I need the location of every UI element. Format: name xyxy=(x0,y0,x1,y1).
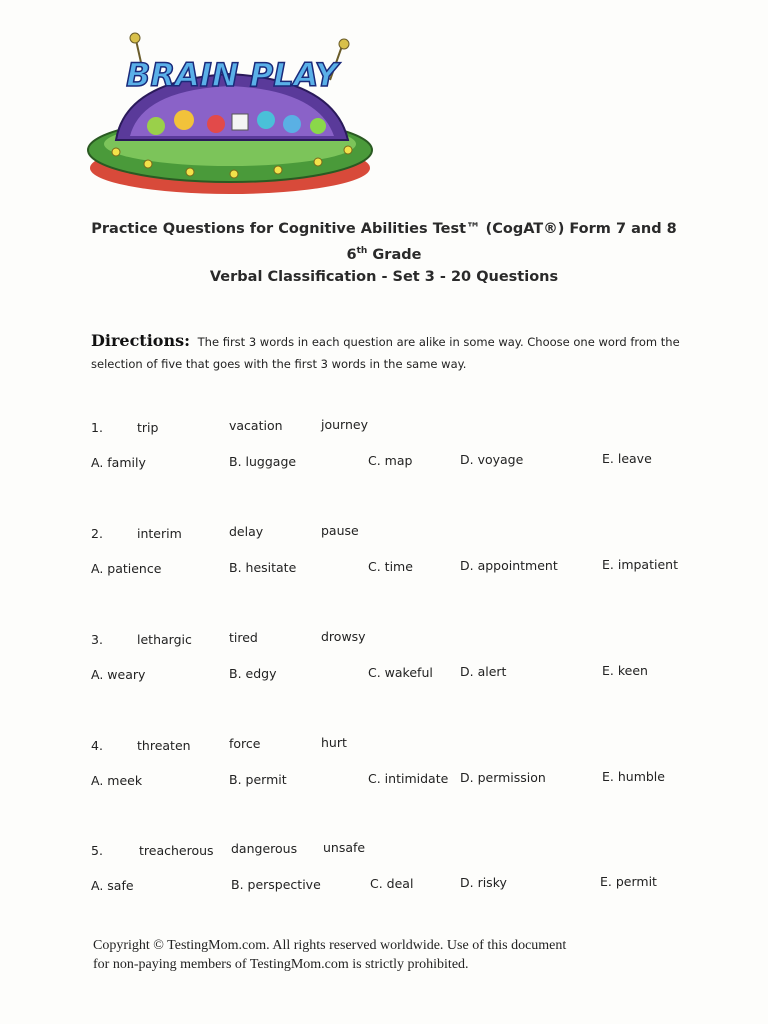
grade-suffix: th xyxy=(356,246,368,256)
copyright-line-1: Copyright © TestingMom.com. All rights reserved worldwide. Use of this document xyxy=(93,938,567,953)
question-2 xyxy=(0,523,768,586)
option-c: C. wakeful xyxy=(368,665,433,680)
title-line-1: Practice Questions for Cognitive Abilities Test™ (CogAT®) Form 7 and 8 xyxy=(91,221,677,237)
stem-word: force xyxy=(229,736,261,751)
logo-text: BRAIN PLAY xyxy=(126,56,338,94)
grade-word: Grade xyxy=(367,246,422,263)
question-number: 4. xyxy=(91,738,103,753)
stem-word: delay xyxy=(229,524,264,539)
option-e: E. impatient xyxy=(602,557,678,572)
copyright-notice xyxy=(93,936,653,974)
option-c: C. deal xyxy=(370,876,414,891)
option-d: D. risky xyxy=(460,875,507,890)
stem-word: trip xyxy=(137,420,159,435)
stem-word: hurt xyxy=(321,735,347,750)
option-d: D. alert xyxy=(460,664,507,679)
option-b: B. edgy xyxy=(229,666,277,681)
directions xyxy=(91,330,691,375)
option-d: D. voyage xyxy=(460,452,524,467)
grade-number: 6 xyxy=(346,246,357,263)
stem-word: unsafe xyxy=(323,840,366,855)
option-a: A. patience xyxy=(91,561,162,576)
question-5 xyxy=(0,840,768,903)
option-b: B. luggage xyxy=(229,454,297,469)
question-1 xyxy=(0,417,768,480)
option-e: E. leave xyxy=(602,451,652,466)
question-number: 1. xyxy=(91,420,103,435)
title-line-3: Verbal Classification - Set 3 - 20 Questions xyxy=(209,268,559,285)
question-3 xyxy=(0,629,768,692)
option-c: C. intimidate xyxy=(368,771,449,786)
brain-play-logo xyxy=(86,28,386,198)
title-block xyxy=(0,218,768,288)
option-b: B. hesitate xyxy=(229,560,297,575)
stem-word: drowsy xyxy=(321,629,366,644)
question-number: 5. xyxy=(91,843,103,858)
option-c: C. time xyxy=(368,559,413,574)
stem-word: interim xyxy=(137,526,182,541)
option-c: C. map xyxy=(368,453,413,468)
copyright-line-2: for non-paying members of TestingMom.com is strictly prohibited. xyxy=(93,957,469,972)
question-number: 2. xyxy=(91,526,103,541)
option-a: A. safe xyxy=(91,878,134,893)
stem-word: pause xyxy=(321,523,359,538)
stem-word: dangerous xyxy=(231,841,298,856)
option-d: D. permission xyxy=(460,770,546,785)
question-number: 3. xyxy=(91,632,103,647)
stem-word: treacherous xyxy=(139,843,214,858)
question-4 xyxy=(0,735,768,798)
option-e: E. keen xyxy=(602,663,648,678)
directions-text: The first 3 words in each question are alike in some way. Choose one word from the selection of five that goes with the first 3 words in the same way. xyxy=(91,335,680,371)
stem-word: journey xyxy=(321,417,368,432)
option-a: A. meek xyxy=(91,773,143,788)
option-a: A. weary xyxy=(91,667,146,682)
option-d: D. appointment xyxy=(460,558,558,573)
stem-word: tired xyxy=(229,630,258,645)
directions-label: Directions: xyxy=(91,331,190,350)
stem-word: threaten xyxy=(137,738,191,753)
stem-word: lethargic xyxy=(137,632,192,647)
stem-word: vacation xyxy=(229,418,283,433)
option-b: B. permit xyxy=(229,772,287,787)
option-a: A. family xyxy=(91,455,146,470)
option-b: B. perspective xyxy=(231,877,321,892)
title-grade xyxy=(0,240,768,266)
option-e: E. permit xyxy=(600,874,657,889)
option-e: E. humble xyxy=(602,769,665,784)
